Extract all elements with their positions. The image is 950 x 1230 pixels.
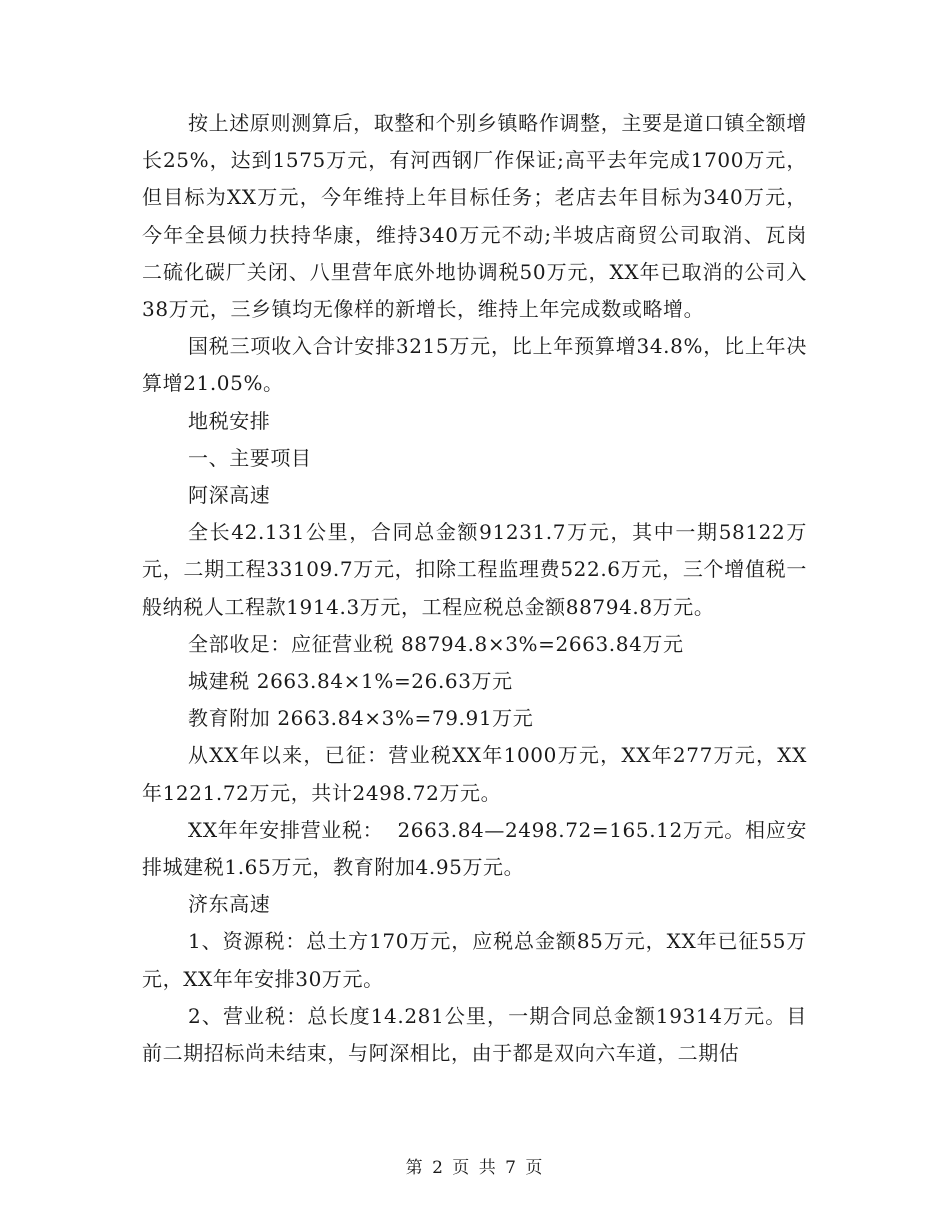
paragraph-collected-so-far: 从XX年以来，已征：营业税XX年1000万元，XX年277万元，XX年1221.72万元，共计2498.72万元。 (142, 743, 807, 805)
document-body (142, 105, 807, 1072)
paragraph-township-adjustment: 按上述原则测算后，取整和个别乡镇略作调整，主要是道口镇全额增长25%，达到1575万元，有河西钢厂作保证;高平去年完成1700万元，但目标为XX万元，今年维持上年目标任务；老店去年目标为340万元，今年全县倾力扶持华康，维持340万元不动;半坡店商贸公司取消、瓦岗二硫化碳厂关闭、八里营年底外地协调税50万元，XX年已取消的公司入38万元，三乡镇均无像样的新增长，维持上年完成数或略增。 (142, 111, 807, 322)
page-number-footer: 第 2 页 共 7 页 (405, 1158, 545, 1178)
paragraph-jidong-business-tax: 2、营业税：总长度14.281公里，一期合同总金额19314万元。目前二期招标尚未结束，与阿深相比，由于都是双向六车道，二期估 (142, 1003, 807, 1066)
heading-ashen-expressway: 阿深高速 (188, 483, 271, 508)
heading-local-tax: 地税安排 (188, 408, 271, 433)
paragraph-resource-tax: 1、资源税：总土方170万元，应税总金额85万元，XX年已征55万元，XX年年安排30万元。 (142, 929, 807, 991)
formula-education-surcharge: 教育附加 2663.84×3%=79.91万元 (188, 706, 534, 731)
paragraph-annual-arrangement: XX年年安排营业税： 2663.84—2498.72=165.12万元。相应安排城建税1.65万元，教育附加4.95万元。 (142, 817, 807, 880)
formula-business-tax: 全部收足：应征营业税 88794.8×3%=2663.84万元 (188, 631, 684, 656)
heading-jidong-expressway: 济东高速 (188, 892, 271, 917)
paragraph-ashen-contract: 全长42.131公里，合同总金额91231.7万元，其中一期58122万元，二期工程33109.7万元，扣除工程监理费522.6万元，三个增值税一般纳税人工程款1914.3万元，工程应税总金额88794.8万元。 (142, 520, 807, 619)
formula-urban-construction-tax: 城建税 2663.84×1%=26.63万元 (188, 669, 513, 694)
heading-main-projects: 一、主要项目 (188, 445, 312, 470)
paragraph-national-tax-total: 国税三项收入合计安排3215万元，比上年预算增34.8%，比上年决算增21.05%。 (142, 334, 807, 396)
